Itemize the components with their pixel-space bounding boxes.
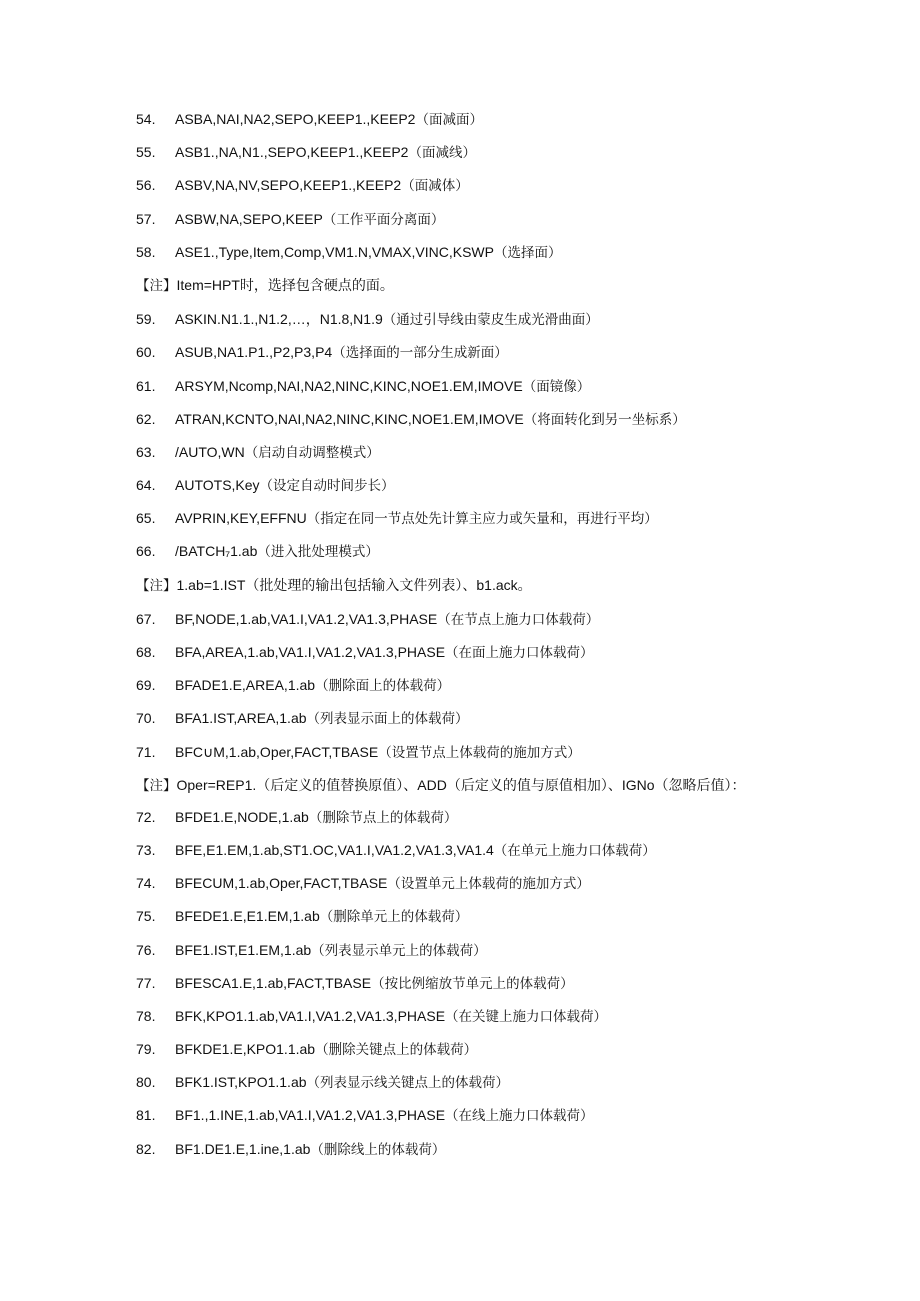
entry-description: （启动自动调整模式）: [244, 444, 380, 461]
entry-number: 54.: [136, 111, 156, 127]
command-entry: [136, 1138, 796, 1160]
entry-number: 68.: [136, 644, 156, 660]
entry-number: 67.: [136, 610, 156, 627]
command-entry: [136, 474, 796, 496]
note-text: Oper=REP1.（后定义的值替换原值）、ADD（后定义的值与原值相加）、IGNo（忽略后值）：: [176, 776, 746, 793]
entry-number: 63.: [136, 443, 156, 460]
command-entry: [136, 241, 796, 263]
entry-command: BFK,KPO1.1.ab,VA1.I,VA1.2,VA1.3,PHASE: [175, 1007, 446, 1024]
entry-description: （按比例缩放节单元上的体载荷）: [371, 975, 574, 992]
entry-command: BFA,AREA,1.ab,VA1.I,VA1.2,VA1.3,PHASE: [175, 644, 446, 660]
command-entry: [136, 540, 796, 562]
entry-description: （在节点上施力口体载荷）: [437, 611, 600, 628]
note-line: [136, 574, 796, 597]
entry-number: 81.: [136, 1107, 156, 1124]
entry-command: BFC∪M,1.ab,Oper,FACT,TBASE: [175, 743, 379, 760]
entry-command: BFESCA1.E,1.ab,FACT,TBASE: [175, 974, 372, 991]
entry-description: （删除面上的体载荷）: [315, 678, 451, 695]
entry-description: （删除单元上的体载荷）: [319, 909, 469, 926]
entry-number: 80.: [136, 1074, 156, 1091]
entry-command: ASKIN.N1.1.,N1.2,…，N1.8,N1.9: [175, 311, 383, 328]
note-line: [136, 274, 796, 297]
entry-command: BFKDE1.E,KPO1.1.ab: [175, 1041, 316, 1058]
entry-command: BFADE1.E,AREA,1.ab: [175, 677, 316, 694]
entry-command: ARSYM,Ncomp,NAI,NA2,NINC,KINC,NOE1.EM,IMOVE: [175, 377, 523, 394]
command-entry: [136, 441, 796, 463]
entry-description: （面减体）: [401, 178, 469, 195]
entry-command: ATRAN,KCNTO,NAI,NA2,NINC,KINC,NOE1.EM,IMOVE: [175, 410, 524, 427]
entry-number: 64.: [136, 477, 156, 494]
entry-description: （列表显示面上的体载荷）: [306, 711, 469, 728]
command-entry: [136, 141, 796, 163]
entry-command: /BATCH₇1.ab: [175, 543, 258, 560]
entry-description: （列表显示单元上的体载荷）: [311, 942, 487, 959]
entry-number: 56.: [136, 177, 156, 194]
entry-command: BFE,E1.EM,1.ab,ST1.OC,VA1.I,VA1.2,VA1.3,VA1.4: [175, 841, 494, 858]
entry-description: （面减面）: [415, 112, 483, 128]
entry-number: 62.: [136, 410, 156, 427]
command-entry: [136, 1104, 796, 1126]
entry-description: （进入批处理模式）: [257, 544, 379, 561]
command-entry: [136, 939, 796, 961]
command-entry: [136, 641, 796, 663]
entry-number: 69.: [136, 677, 156, 694]
entry-command: BFECUM,1.ab,Oper,FACT,TBASE: [175, 875, 388, 892]
entry-number: 57.: [136, 210, 156, 227]
entry-description: （列表显示线关键点上的体载荷）: [306, 1075, 510, 1092]
entry-command: BF1.,1.INE,1.ab,VA1.I,VA1.2,VA1.3,PHASE: [175, 1107, 446, 1124]
command-entry: [136, 608, 796, 630]
entry-description: （设定自动时间步长）: [259, 478, 395, 495]
command-entry: [136, 741, 796, 763]
entry-command: BF,NODE,1.ab,VA1.I,VA1.2,VA1.3,PHASE: [175, 610, 438, 627]
entry-number: 59.: [136, 311, 156, 328]
note-line: [136, 772, 796, 799]
entry-command: ASUB,NA1.P1.,P2,P3,P4: [175, 344, 333, 361]
command-entry: [136, 905, 796, 927]
entry-description: （面镜像）: [522, 378, 591, 395]
entry-description: （选择面的一部分生成新面）: [332, 345, 508, 362]
entry-number: 70.: [136, 710, 156, 727]
entry-description: （在单元上施力口体载荷）: [493, 842, 656, 859]
entry-description: （在关键上施力口体载荷）: [445, 1008, 608, 1025]
entry-number: 66.: [136, 543, 156, 560]
command-entry: [136, 341, 796, 363]
command-entry: [136, 108, 796, 130]
note-text: 1.ab=1.IST（批处理的输出包括输入文件列表）、b1.ack。: [176, 576, 532, 593]
entry-number: 73.: [136, 841, 156, 858]
command-entry: [136, 375, 796, 397]
entry-command: /AUTO,WN: [175, 443, 245, 460]
entry-description: （设置节点上体载荷的施加方式）: [378, 744, 581, 761]
entry-description: （工作平面分离面）: [322, 211, 445, 228]
command-entry: [136, 674, 796, 696]
command-entry: [136, 806, 796, 828]
command-entry: [136, 308, 796, 330]
entry-command: ASB1.,NA,N1.,SEPO,KEEP1.,KEEP2: [175, 144, 409, 161]
command-entry: [136, 872, 796, 894]
note-marker: 【注】: [136, 277, 177, 294]
command-entry: [136, 1071, 796, 1093]
entry-number: 74.: [136, 875, 156, 892]
entry-number: 71.: [136, 743, 156, 760]
entry-description: （将面转化到另一坐标系）: [523, 411, 686, 428]
entry-description: （指定在同一节点处先计算主应力或矢量和，再进行平均）: [306, 511, 658, 528]
entry-description: （通过引导线由蒙皮生成光滑曲面）: [382, 312, 599, 329]
entry-command: ASBW,NA,SEPO,KEEP: [175, 210, 323, 227]
entry-number: 65.: [136, 510, 156, 527]
entry-description: （选择面）: [493, 244, 562, 261]
entry-command: BFK1.IST,KPO1.1.ab: [175, 1074, 307, 1091]
entry-command: AUTOTS,Key: [175, 477, 260, 494]
entry-command: ASBA,NAI,NA2,SEPO,KEEP1.,KEEP2: [175, 111, 416, 127]
entry-description: （删除节点上的体载荷）: [308, 809, 458, 826]
entry-description: （删除关键点上的体载荷）: [315, 1042, 478, 1059]
entry-number: 78.: [136, 1007, 156, 1024]
command-list: [136, 108, 796, 1171]
command-entry: [136, 839, 796, 861]
command-entry: [136, 507, 796, 529]
entry-description: （面减线）: [408, 145, 476, 162]
entry-number: 72.: [136, 808, 156, 825]
entry-description: （在线上施力口体载荷）: [445, 1108, 594, 1125]
command-entry: [136, 408, 796, 430]
entry-command: BFE1.IST,E1.EM,1.ab: [175, 941, 312, 958]
entry-command: BFDE1.E,NODE,1.ab: [175, 808, 309, 825]
command-entry: [136, 1038, 796, 1060]
entry-number: 61.: [136, 377, 156, 394]
entry-command: BFEDE1.E,E1.EM,1.ab: [175, 908, 320, 925]
entry-number: 76.: [136, 941, 156, 958]
entry-command: AVPRIN,KEY,EFFNU: [175, 510, 307, 527]
entry-description: （在面上施力口体载荷）: [445, 645, 594, 661]
command-entry: [136, 174, 796, 196]
entry-description: （删除线上的体载荷）: [310, 1141, 446, 1158]
entry-command: BFA1.IST,AREA,1.ab: [175, 710, 307, 727]
note-marker: 【注】: [136, 577, 177, 594]
entry-command: BF1.DE1.E,1.ine,1.ab: [175, 1140, 311, 1157]
command-entry: [136, 972, 796, 994]
entry-command: ASE1.,Type,Item,Comp,VM1.N,VMAX,VINC,KSWP: [175, 243, 494, 260]
entry-number: 60.: [136, 344, 156, 361]
entry-command: ASBV,NA,NV,SEPO,KEEP1.,KEEP2: [175, 177, 402, 194]
entry-number: 77.: [136, 974, 156, 991]
entry-number: 82.: [136, 1140, 156, 1157]
entry-number: 79.: [136, 1041, 156, 1058]
entry-number: 55.: [136, 144, 156, 161]
entry-number: 58.: [136, 243, 156, 260]
note-text: Item=HPT时，选择包含硬点的面。: [176, 276, 394, 293]
command-entry: [136, 208, 796, 230]
note-marker: 【注】: [136, 777, 177, 794]
entry-description: （设置单元上体载荷的施加方式）: [387, 876, 590, 893]
command-entry: [136, 707, 796, 729]
command-entry: [136, 1005, 796, 1027]
entry-number: 75.: [136, 908, 156, 925]
